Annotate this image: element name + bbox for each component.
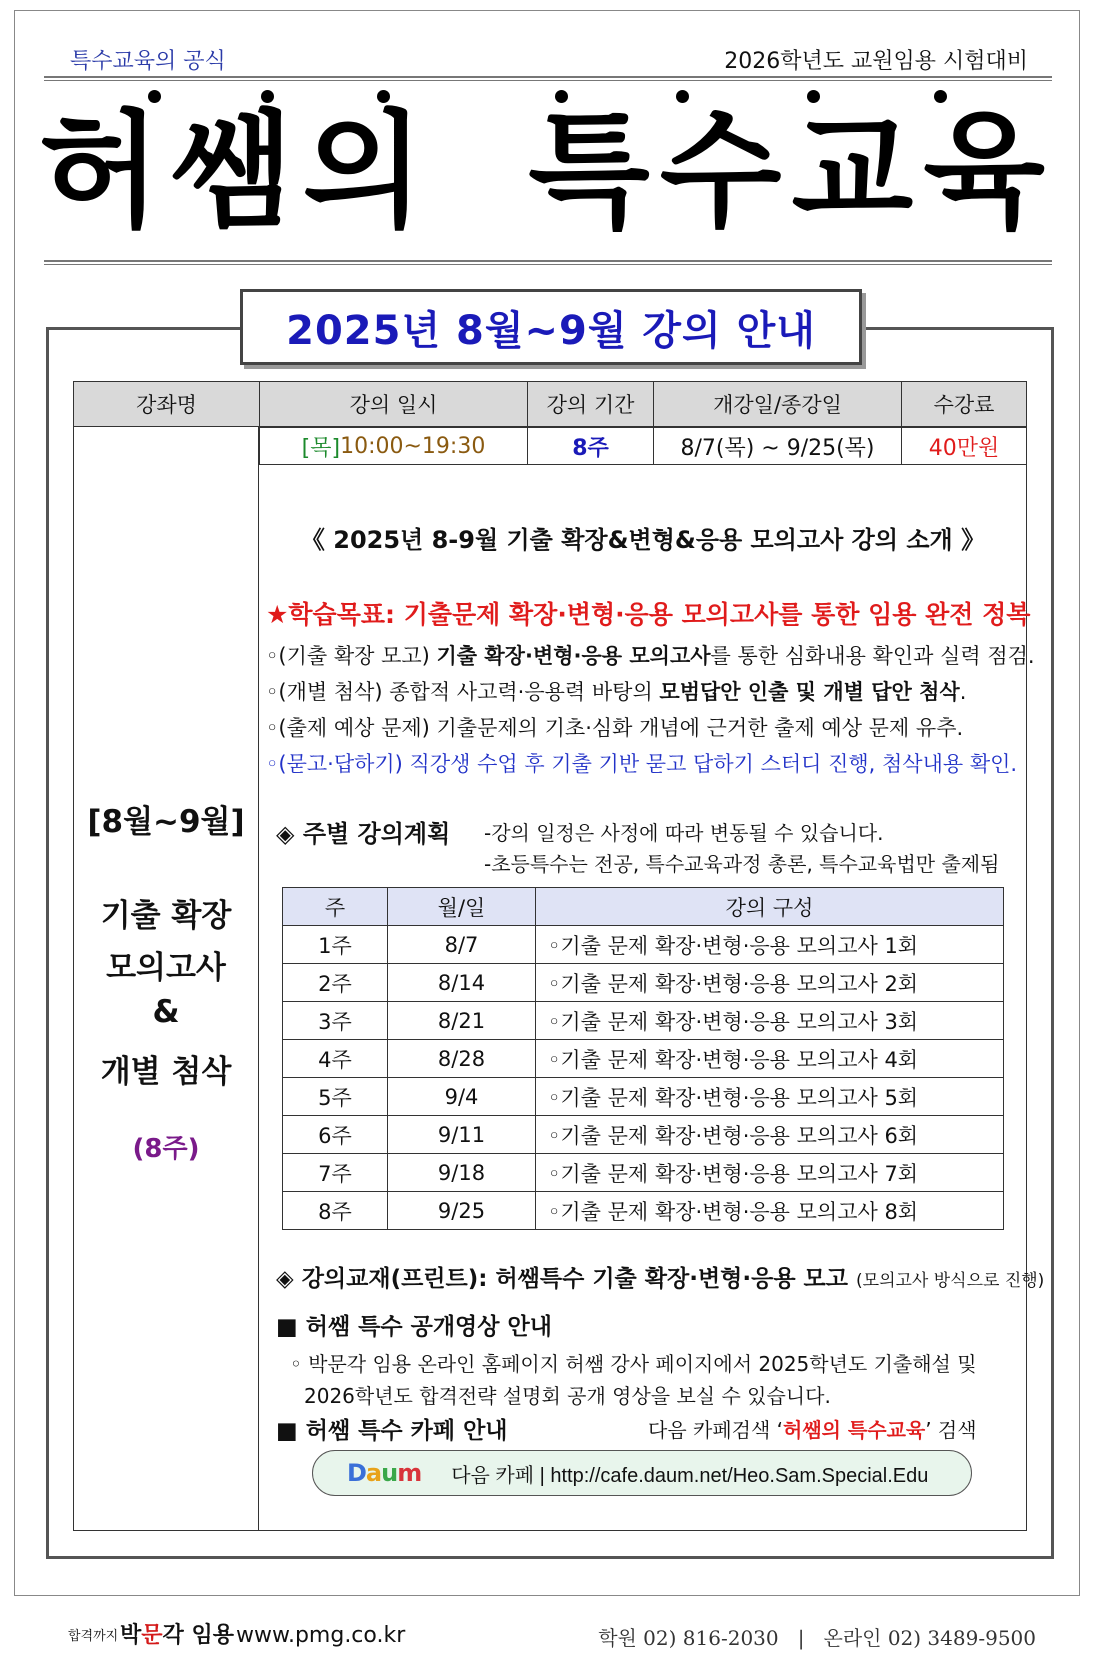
bullet-correction — [266, 676, 966, 706]
schedule-week: 6주 — [283, 1116, 388, 1154]
value-day: [목] — [301, 435, 341, 461]
value-dates: 8/7(목) ~ 9/25(목) — [653, 427, 902, 465]
footer-contact: 학원 02) 816-2030 | 온라인 02) 3489-9500 — [598, 1626, 1036, 1650]
footer-website-link[interactable]: www.pmg.co.kr — [236, 1623, 406, 1648]
schedule-date: 8/21 — [388, 1002, 536, 1040]
schedule-content: ◦기출 문제 확장·변형·응용 모의고사 4회 — [536, 1040, 1004, 1078]
schedule-content: ◦기출 문제 확장·변형·응용 모의고사 1회 — [536, 926, 1004, 964]
brand-title — [0, 92, 1094, 252]
footer-brand-pre: 박 — [120, 1623, 142, 1648]
schedule-date: 8/7 — [388, 926, 536, 964]
materials-note: (모의고사 방식으로 진행) — [856, 1271, 1045, 1291]
schedule-week: 2주 — [283, 964, 388, 1002]
cafe-url[interactable]: 다음 카페 | http://cafe.daum.net/Heo.Sam.Special.Edu — [451, 1464, 929, 1487]
intro-title: 《 2025년 8-9월 기출 확장&변형&응용 모의고사 강의 소개 》 — [300, 526, 986, 554]
header-rule-bottom — [44, 260, 1052, 265]
bullet-bold: 모범답안 인출 및 개별 답안 첨삭 — [659, 680, 960, 704]
schedule-week: 5주 — [283, 1078, 388, 1116]
schedule-row — [283, 964, 1004, 1002]
schedule-date: 8/28 — [388, 1040, 536, 1078]
schedule-content: ◦기출 문제 확장·변형·응용 모의고사 3회 — [536, 1002, 1004, 1040]
schedule-date: 8/14 — [388, 964, 536, 1002]
header-fee: 수강료 — [901, 381, 1027, 427]
course-name-line3: & — [152, 994, 180, 1030]
value-time: 10:00~19:30 — [340, 433, 486, 459]
value-period: 8주 — [527, 427, 654, 465]
schedule-row — [283, 1154, 1004, 1192]
schedule-row — [283, 1040, 1004, 1078]
course-range: [8월~9월] — [87, 804, 245, 840]
brand-title-word2: 특수교육 — [528, 98, 1055, 245]
lecture-materials — [276, 1260, 1044, 1293]
materials-text: ◈ 강의교재(프린트): 허쌤특수 기출 확장·변형·응용 모고 — [276, 1266, 848, 1292]
schedule-content: ◦기출 문제 확장·변형·응용 모의고사 2회 — [536, 964, 1004, 1002]
footer-slogan: 합격까지 — [68, 1629, 119, 1644]
footer-brand-post: 각 임용 — [162, 1623, 234, 1648]
daum-logo-icon: Daum — [347, 1459, 422, 1487]
footer-brand-logo — [120, 1618, 234, 1649]
bullet-bold: 기출 확장·변형·응용 모의고사 — [436, 644, 711, 668]
weekly-plan-note2: -초등특수는 전공, 특수교육과정 총론, 특수교육법만 출제됨 — [484, 852, 1000, 876]
bullet-qa-study: ◦(묻고·답하기) 직강생 수업 후 기출 기반 묻고 답하기 스터디 진행, 첨삭내용 확인. — [266, 752, 1018, 776]
schedule-content: ◦기출 문제 확장·변형·응용 모의고사 8회 — [536, 1192, 1004, 1230]
schedule-row — [283, 1002, 1004, 1040]
schedule-content: ◦기출 문제 확장·변형·응용 모의고사 6회 — [536, 1116, 1004, 1154]
cafe-search-post: ’ 검색 — [925, 1418, 977, 1442]
brand-title-word1: 허쌤의 — [39, 98, 435, 245]
course-name-line1: 기출 확장 — [100, 898, 232, 934]
schedule-date: 9/11 — [388, 1116, 536, 1154]
cafe-search-hint — [648, 1414, 977, 1443]
schedule-week: 8주 — [283, 1192, 388, 1230]
schedule-header-date: 월/일 — [388, 888, 536, 926]
header-exam-year: 2026학년도 교원임용 시험대비 — [724, 49, 1028, 74]
banner-title: 2025년 8월~9월 강의 안내 — [286, 307, 816, 354]
schedule-row — [283, 1116, 1004, 1154]
course-name-line2: 모의고사 — [106, 950, 226, 986]
schedule-header-week: 주 — [283, 888, 388, 926]
public-video-text1: ◦ 박문각 임용 온라인 홈페이지 허쌤 강사 페이지에서 2025학년도 기출해설 및 — [290, 1352, 977, 1376]
schedule-week: 4주 — [283, 1040, 388, 1078]
cafe-title: ■ 허쌤 특수 카페 안내 — [276, 1418, 508, 1444]
bullet-mock-exam — [266, 640, 1035, 670]
course-name-line4: 개별 첨삭 — [100, 1054, 232, 1090]
value-fee: 40만원 — [901, 427, 1027, 465]
bullet-text: 를 통한 심화내용 확인과 실력 점검. — [710, 644, 1035, 668]
cafe-link[interactable] — [312, 1450, 972, 1496]
schedule-week: 1주 — [283, 926, 388, 964]
learning-goal: ★학습목표: 기출문제 확장·변형·응용 모의고사를 통한 임용 완전 정복 — [266, 600, 1031, 629]
schedule-date: 9/18 — [388, 1154, 536, 1192]
footer-brand-red: 문 — [141, 1623, 163, 1648]
schedule-week: 7주 — [283, 1154, 388, 1192]
schedule-row — [283, 1192, 1004, 1230]
cafe-search-pre: 다음 카페검색 ‘ — [648, 1418, 783, 1442]
header-tagline: 특수교육의 공식 — [70, 49, 226, 74]
weekly-plan-note1: -강의 일정은 사정에 따라 변동될 수 있습니다. — [484, 821, 884, 845]
schedule-row — [283, 1078, 1004, 1116]
bullet-expected-questions: ◦(출제 예상 문제) 기출문제의 기초·심화 개념에 근거한 출제 예상 문제 유추. — [266, 716, 964, 740]
header-start-end: 개강일/종강일 — [653, 381, 902, 427]
public-video-title: ■ 허쌤 특수 공개영상 안내 — [276, 1314, 552, 1340]
brand-title-block — [0, 80, 1094, 262]
bullet-text: . — [959, 680, 967, 704]
public-video-text2: 2026학년도 합격전략 설명회 공개 영상을 보실 수 있습니다. — [304, 1384, 831, 1408]
schedule-content: ◦기출 문제 확장·변형·응용 모의고사 5회 — [536, 1078, 1004, 1116]
bullet-text: ◦(기출 확장 모고) — [266, 644, 437, 668]
cafe-search-keyword: 허쌤의 특수교육 — [783, 1418, 926, 1442]
bullet-text: ◦(개별 첨삭) 종합적 사고력·응용력 바탕의 — [266, 680, 660, 704]
header-lecture-time: 강의 일시 — [259, 381, 528, 427]
schedule-date: 9/25 — [388, 1192, 536, 1230]
course-weeks: (8주) — [132, 1134, 200, 1164]
header-lecture-period: 강의 기간 — [527, 381, 654, 427]
schedule-week: 3주 — [283, 1002, 388, 1040]
header-course-name: 강좌명 — [73, 381, 260, 427]
schedule-row — [283, 926, 1004, 964]
schedule-header-content: 강의 구성 — [536, 888, 1004, 926]
value-lecture-time — [259, 427, 528, 465]
lecture-banner — [240, 289, 862, 365]
weekly-plan-title: ◈ 주별 강의계획 — [276, 820, 451, 848]
weekly-schedule-table — [282, 887, 1004, 1230]
schedule-date: 9/4 — [388, 1078, 536, 1116]
schedule-content: ◦기출 문제 확장·변형·응용 모의고사 7회 — [536, 1154, 1004, 1192]
